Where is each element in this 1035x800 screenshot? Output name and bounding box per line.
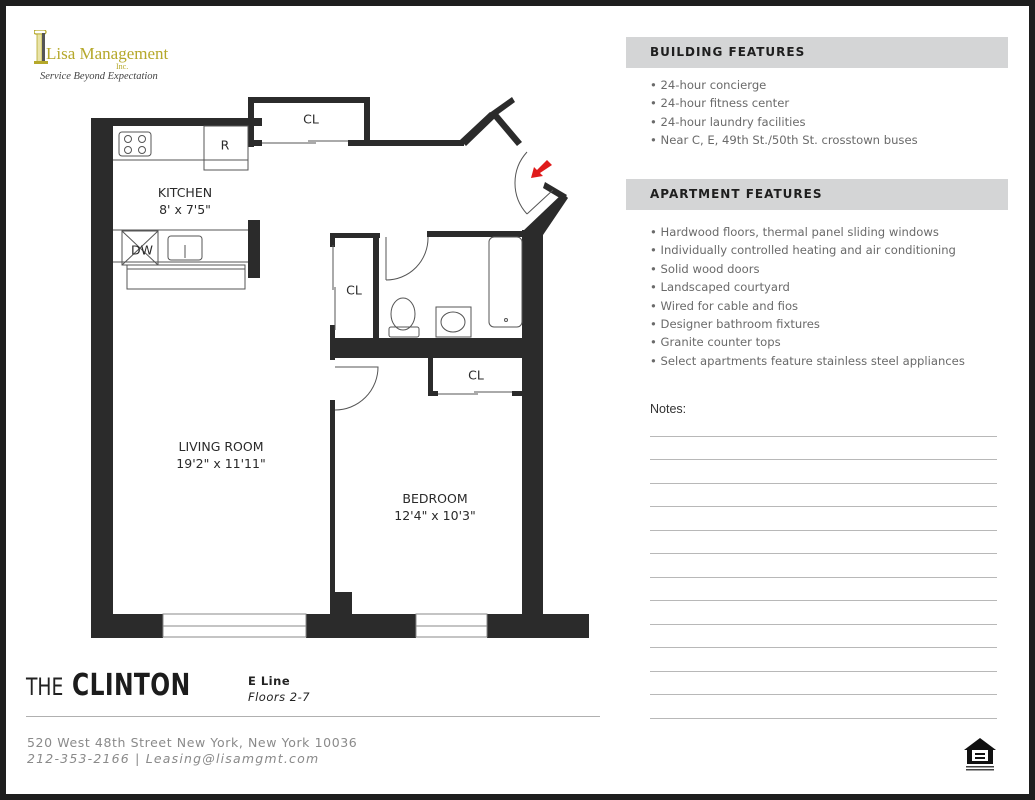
feature-item: • Landscaped courtyard	[650, 278, 965, 296]
apartment-features-heading: APARTMENT FEATURES	[626, 179, 1008, 210]
apartment-features-list	[650, 223, 965, 370]
building-features-heading: BUILDING FEATURES	[626, 37, 1008, 68]
room-living-room	[176, 438, 265, 472]
equal-housing-opportunity-icon	[962, 736, 998, 772]
closet-label: CL	[346, 282, 362, 298]
note-line	[650, 436, 997, 437]
note-line	[650, 553, 997, 554]
room-name: BEDROOM	[402, 491, 468, 506]
feature-item: • Wired for cable and fios	[650, 297, 965, 315]
note-line	[650, 671, 997, 672]
feature-item: • Near C, E, 49th St./50th St. crosstown buses	[650, 131, 918, 149]
note-line	[650, 718, 997, 719]
building-address: 520 West 48th Street New York, New York 10036	[27, 735, 358, 750]
feature-item: • 24-hour fitness center	[650, 94, 918, 112]
dishwasher-label: DW	[131, 242, 153, 258]
room-name: LIVING ROOM	[178, 439, 264, 454]
note-line	[650, 506, 997, 507]
unit-floors: Floors 2-7	[248, 690, 311, 704]
refrigerator-label: R	[220, 137, 230, 153]
company-tagline: Service Beyond Expectation	[40, 71, 158, 82]
closet-label: CL	[468, 367, 484, 383]
room-name: KITCHEN	[157, 185, 213, 200]
footer-divider	[26, 716, 600, 717]
feature-item: • Select apartments feature stainless steel appliances	[650, 352, 965, 370]
notes-label: Notes:	[650, 402, 687, 416]
feature-item: • 24-hour laundry facilities	[650, 113, 918, 131]
closet-label: CL	[303, 111, 319, 127]
unit-line: E Line	[248, 674, 291, 688]
building-title-name: CLINTON	[72, 668, 191, 703]
feature-item: • Individually controlled heating and air conditioning	[650, 241, 965, 259]
room-dimensions: 19'2" x 11'11"	[176, 456, 266, 471]
building-features-list	[650, 76, 918, 150]
company-name: Lisa Management	[46, 44, 169, 63]
company-inc: Inc.	[116, 62, 129, 71]
feature-item: • Hardwood floors, thermal panel sliding windows	[650, 223, 965, 241]
floor-plan	[0, 0, 600, 650]
note-line	[650, 483, 997, 484]
note-line	[650, 577, 997, 578]
feature-item: • Solid wood doors	[650, 260, 965, 278]
note-line	[650, 647, 997, 648]
feature-item: • 24-hour concierge	[650, 76, 918, 94]
entry-arrow-icon	[531, 160, 552, 178]
note-line	[650, 694, 997, 695]
room-bedroom	[394, 490, 475, 524]
contact-info: 212-353-2166 | Leasing@lisamgmt.com	[27, 751, 320, 766]
note-line	[650, 530, 997, 531]
feature-item: • Granite counter tops	[650, 333, 965, 351]
room-dimensions: 12'4" x 10'3"	[394, 508, 476, 523]
room-kitchen	[158, 184, 212, 218]
note-line	[650, 459, 997, 460]
feature-item: • Designer bathroom fixtures	[650, 315, 965, 333]
room-dimensions: 8' x 7'5"	[159, 202, 211, 217]
note-line	[650, 624, 997, 625]
building-title-prefix: THE	[26, 673, 64, 701]
note-line	[650, 600, 997, 601]
